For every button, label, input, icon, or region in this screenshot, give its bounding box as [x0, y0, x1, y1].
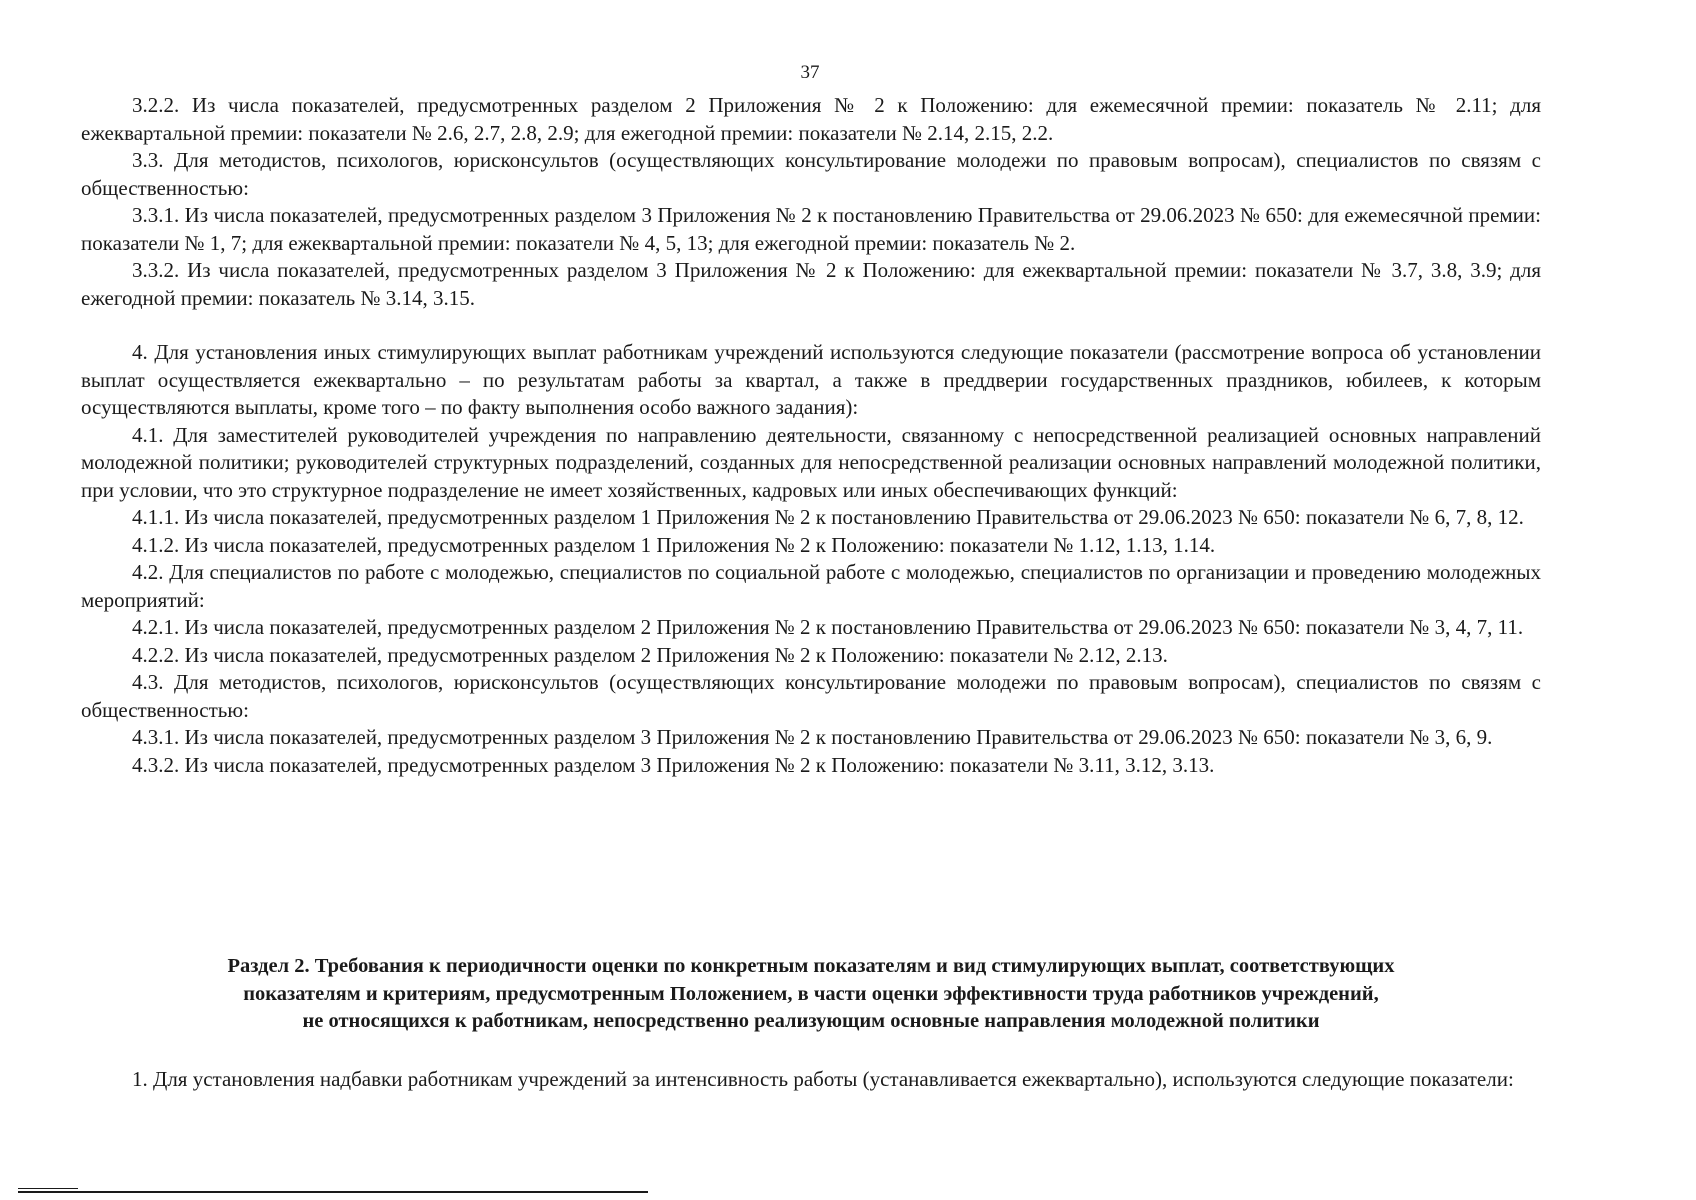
paragraph-3-3-2: 3.3.2. Из числа показателей, предусмотренных разделом 3 Приложения № 2 к Положению: для ежеквартальной премии: показатели № 3.7, 3.8, 3.9; для ежегодной премии: показатель № 3.14, 3.15. — [81, 258, 1541, 310]
paragraph-4-1-2: 4.1.2. Из числа показателей, предусмотренных разделом 1 Приложения № 2 к Положению: показатели № 1.12, 1.13, 1.14. — [132, 532, 1216, 557]
section-2-body — [81, 1066, 1541, 1094]
paragraph-4-2: 4.2. Для специалистов по работе с молодежью, специалистов по социальной работе с молодежью, специалистов по организации и проведению молодежных мероприятий: — [81, 560, 1541, 612]
section-heading-line-3: не относящихся к работникам, непосредственно реализующим основные направления молодежной политики — [302, 1010, 1320, 1032]
footer-rule — [18, 1191, 648, 1193]
paragraph-4-3: 4.3. Для методистов, психологов, юрисконсультов (осуществляющих консультирование молодежи по правовым вопросам), специалистов по связям с общественностью: — [81, 670, 1541, 722]
paragraph-4-1: 4.1. Для заместителей руководителей учреждения по направлению деятельности, связанному с непосредственной реализацией основных направлений молодежной политики; руководителей структурных подразделений, созданных для непосредственной реализации основных направлений молодежной политики, при условии, что это структурное подразделение не имеет хозяйственных, кадровых или иных обеспечивающих функций: — [81, 422, 1541, 502]
paragraph-3-2-2: 3.2.2. Из числа показателей, предусмотренных разделом 2 Приложения № 2 к Положению: для ежемесячной премии: показатель № 2.11; для ежеквартальной премии: показатели № 2.6, 2.7, 2.8, 2.9; для ежегодной премии: показатели № 2.14, 2.15, 2.2. — [81, 93, 1541, 145]
paragraph-3-3-1: 3.3.1. Из числа показателей, предусмотренных разделом 3 Приложения № 2 к постановлению Правительства от 29.06.2023 № 650: для ежемесячной премии: показатели № 1, 7; для ежеквартальной премии: показатели № 4, 5, 13; для ежегодной премии: показатель № 2. — [81, 203, 1541, 255]
paragraph-4: 4. Для установления иных стимулирующих выплат работникам учреждений используются следующие показатели (рассмотрение вопроса об установлении выплат осуществляется ежеквартально – по результатам работы за квартал, а также в преддверии государственных праздников, юбилеев, к которым осуществляются выплаты, кроме того – по факту выполнения особо важного задания): — [81, 340, 1541, 419]
body-text — [81, 92, 1541, 779]
paragraph-s2-1: 1. Для установления надбавки работникам учреждений за интенсивность работы (устанавливается ежеквартально), используются следующие показатели: — [132, 1067, 1514, 1091]
paragraph-4-3-2: 4.3.2. Из числа показателей, предусмотренных разделом 3 Приложения № 2 к Положению: показатели № 3.11, 3.12, 3.13. — [132, 752, 1215, 777]
section-heading-line-2: показателям и критериям, предусмотренным Положением, в части оценки эффективности труда работников учреждений, — [243, 982, 1379, 1005]
footer-rule-short — [18, 1188, 78, 1189]
paragraph-4-3-1: 4.3.1. Из числа показателей, предусмотренных разделом 3 Приложения № 2 к постановлению Правительства от 29.06.2023 № 650: показатели № 3, 6, 9. — [132, 725, 1493, 749]
paragraph-gap — [81, 312, 1541, 339]
paragraph-4-2-1: 4.2.1. Из числа показателей, предусмотренных разделом 2 Приложения № 2 к постановлению Правительства от 29.06.2023 № 650: показатели № 3, 4, 7, 11. — [132, 615, 1524, 639]
page-number: 37 — [800, 62, 820, 83]
section-heading-line-1: Раздел 2. Требования к периодичности оценки по конкретным показателям и вид стимулирующих выплат, соответствующих — [227, 955, 1395, 977]
paragraph-3-3: 3.3. Для методистов, психологов, юрисконсультов (осуществляющих консультирование молодежи по правовым вопросам), специалистов по связям с общественностью: — [81, 148, 1541, 200]
section-heading — [81, 953, 1541, 1036]
paragraph-4-1-1: 4.1.1. Из числа показателей, предусмотренных разделом 1 Приложения № 2 к постановлению Правительства от 29.06.2023 № 650: показатели № 6, 7, 8, 12. — [132, 505, 1524, 529]
paragraph-4-2-2: 4.2.2. Из числа показателей, предусмотренных разделом 2 Приложения № 2 к Положению: показатели № 2.12, 2.13. — [132, 642, 1168, 667]
